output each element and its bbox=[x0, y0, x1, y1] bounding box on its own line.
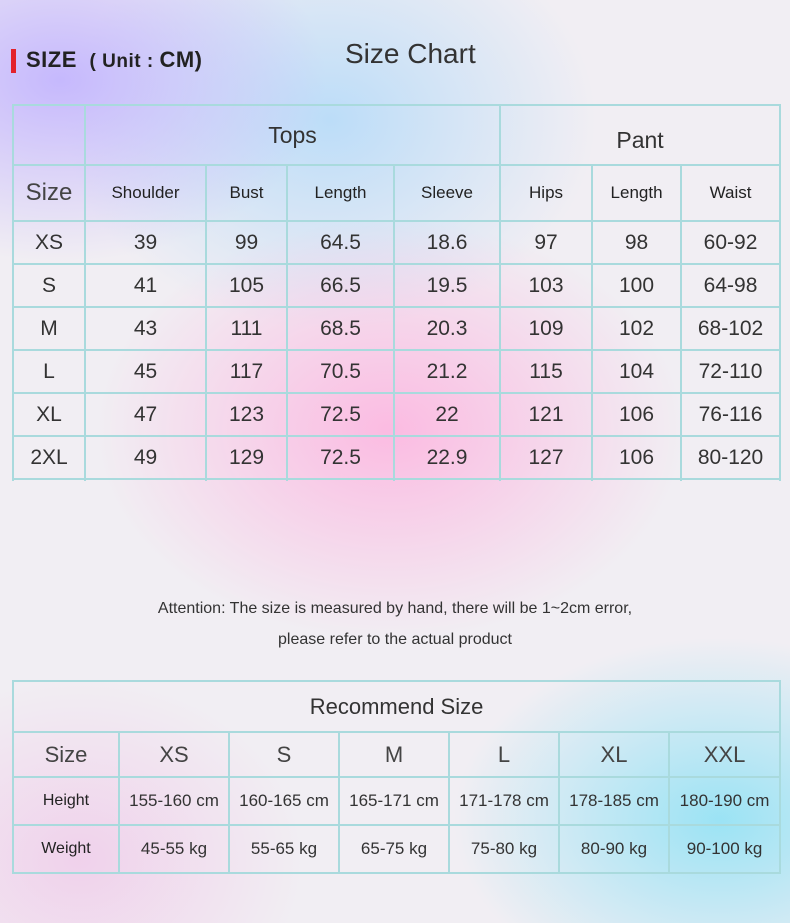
recommend-weight-cell: 75-80 kg bbox=[449, 825, 559, 873]
table-row bbox=[13, 221, 780, 264]
measure-cell: 72-110 bbox=[681, 350, 780, 393]
unit-value: CM) bbox=[159, 47, 203, 72]
measure-cell: 22.9 bbox=[394, 436, 500, 479]
table-tail-row bbox=[13, 479, 780, 481]
table-header-row bbox=[13, 165, 780, 221]
measure-cell: 68-102 bbox=[681, 307, 780, 350]
recommend-weight-cell: 55-65 kg bbox=[229, 825, 339, 873]
measure-cell: 129 bbox=[206, 436, 287, 479]
measure-cell: 123 bbox=[206, 393, 287, 436]
table-row bbox=[13, 350, 780, 393]
recommend-size-cell: XL bbox=[559, 732, 669, 777]
measure-cell: 109 bbox=[500, 307, 592, 350]
measure-cell: 103 bbox=[500, 264, 592, 307]
recommend-height-row bbox=[13, 777, 780, 825]
measure-cell: 19.5 bbox=[394, 264, 500, 307]
measure-cell: 72.5 bbox=[287, 393, 394, 436]
recommend-height-cell: 160-165 cm bbox=[229, 777, 339, 825]
recommend-height-cell: 155-160 cm bbox=[119, 777, 229, 825]
column-header-tops-length: Length bbox=[287, 165, 394, 221]
recommend-weight-cell: 45-55 kg bbox=[119, 825, 229, 873]
size-cell: XS bbox=[13, 221, 85, 264]
size-cell: L bbox=[13, 350, 85, 393]
size-cell: S bbox=[13, 264, 85, 307]
recommend-weight-row bbox=[13, 825, 780, 873]
measure-cell: 47 bbox=[85, 393, 206, 436]
measure-cell: 64-98 bbox=[681, 264, 780, 307]
recommend-size-cell: XS bbox=[119, 732, 229, 777]
column-header-size: Size bbox=[13, 165, 85, 221]
recommend-height-label: Height bbox=[13, 777, 119, 825]
size-cell: 2XL bbox=[13, 436, 85, 479]
unit-label: ( Unit : bbox=[89, 51, 160, 72]
measure-cell: 105 bbox=[206, 264, 287, 307]
measure-cell: 111 bbox=[206, 307, 287, 350]
column-header-shoulder: Shoulder bbox=[85, 165, 206, 221]
recommend-size-cell: S bbox=[229, 732, 339, 777]
measure-cell: 121 bbox=[500, 393, 592, 436]
attention-note-line-1: Attention: The size is measured by hand, there will be 1~2cm error, bbox=[157, 600, 633, 617]
measure-cell: 43 bbox=[85, 307, 206, 350]
size-unit-label bbox=[26, 47, 203, 73]
table-row bbox=[13, 393, 780, 436]
page-title: Size Chart bbox=[345, 38, 476, 69]
measure-cell: 97 bbox=[500, 221, 592, 264]
recommend-weight-label: Weight bbox=[13, 825, 119, 873]
table-corner-cell bbox=[13, 105, 85, 165]
attention-note-line-2: please refer to the actual product bbox=[278, 631, 512, 648]
measure-cell: 106 bbox=[592, 436, 681, 479]
measure-cell: 117 bbox=[206, 350, 287, 393]
recommend-size-row bbox=[13, 732, 780, 777]
size-label: SIZE bbox=[26, 47, 77, 72]
column-header-hips: Hips bbox=[500, 165, 592, 221]
recommend-title: Recommend Size bbox=[13, 681, 780, 732]
measure-cell: 106 bbox=[592, 393, 681, 436]
table-row bbox=[13, 436, 780, 479]
measure-cell: 45 bbox=[85, 350, 206, 393]
column-header-bust: Bust bbox=[206, 165, 287, 221]
recommend-title-row bbox=[13, 681, 780, 732]
measure-cell: 41 bbox=[85, 264, 206, 307]
table-group-row bbox=[13, 105, 780, 165]
measure-cell: 64.5 bbox=[287, 221, 394, 264]
recommend-weight-cell: 90-100 kg bbox=[669, 825, 780, 873]
header-accent-bar bbox=[11, 49, 16, 73]
measure-cell: 20.3 bbox=[394, 307, 500, 350]
recommend-height-cell: 180-190 cm bbox=[669, 777, 780, 825]
measure-cell: 100 bbox=[592, 264, 681, 307]
group-header-tops: Tops bbox=[85, 105, 500, 165]
measure-cell: 68.5 bbox=[287, 307, 394, 350]
size-chart-table bbox=[12, 104, 781, 481]
column-header-sleeve: Sleeve bbox=[394, 165, 500, 221]
measure-cell: 18.6 bbox=[394, 221, 500, 264]
measure-cell: 98 bbox=[592, 221, 681, 264]
measure-cell: 99 bbox=[206, 221, 287, 264]
column-header-waist: Waist bbox=[681, 165, 780, 221]
group-header-pant: Pant bbox=[500, 105, 780, 165]
measure-cell: 102 bbox=[592, 307, 681, 350]
measure-cell: 22 bbox=[394, 393, 500, 436]
measure-cell: 49 bbox=[85, 436, 206, 479]
measure-cell: 39 bbox=[85, 221, 206, 264]
recommend-size-table bbox=[12, 680, 781, 874]
measure-cell: 72.5 bbox=[287, 436, 394, 479]
measure-cell: 127 bbox=[500, 436, 592, 479]
measure-cell: 80-120 bbox=[681, 436, 780, 479]
measure-cell: 115 bbox=[500, 350, 592, 393]
recommend-size-label: Size bbox=[13, 732, 119, 777]
measure-cell: 21.2 bbox=[394, 350, 500, 393]
recommend-size-cell: XXL bbox=[669, 732, 780, 777]
column-header-pant-length: Length bbox=[592, 165, 681, 221]
recommend-size-cell: L bbox=[449, 732, 559, 777]
recommend-size-cell: M bbox=[339, 732, 449, 777]
measure-cell: 104 bbox=[592, 350, 681, 393]
recommend-weight-cell: 80-90 kg bbox=[559, 825, 669, 873]
recommend-height-cell: 165-171 cm bbox=[339, 777, 449, 825]
size-cell: M bbox=[13, 307, 85, 350]
measure-cell: 76-116 bbox=[681, 393, 780, 436]
measure-cell: 70.5 bbox=[287, 350, 394, 393]
recommend-weight-cell: 65-75 kg bbox=[339, 825, 449, 873]
table-row bbox=[13, 307, 780, 350]
recommend-height-cell: 171-178 cm bbox=[449, 777, 559, 825]
size-cell: XL bbox=[13, 393, 85, 436]
recommend-height-cell: 178-185 cm bbox=[559, 777, 669, 825]
table-row bbox=[13, 264, 780, 307]
measure-cell: 66.5 bbox=[287, 264, 394, 307]
measure-cell: 60-92 bbox=[681, 221, 780, 264]
